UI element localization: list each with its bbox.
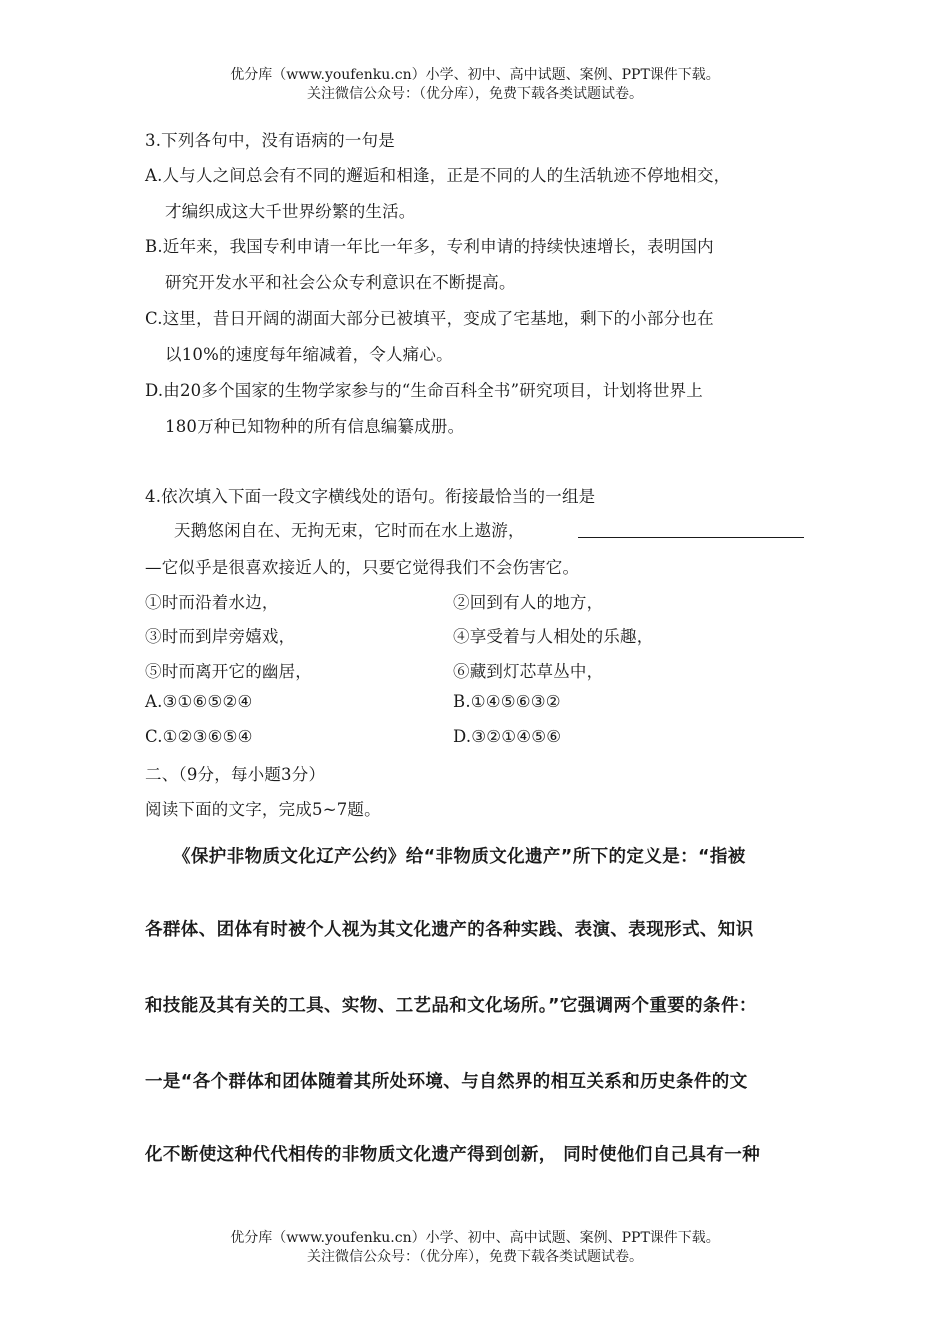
q3-option-c-line1: C.这里，昔日开阔的湖面大部分已被填平，变成了宅基地，剩下的小部分也在: [145, 309, 714, 328]
q4-text-line1: 天鹅悠闲自在、无拘无束，它时而在水上遨游，: [174, 521, 525, 540]
q4-sentence-4: ④享受着与人相处的乐趣，: [453, 627, 654, 646]
q4-stem: 4.依次填入下面一段文字横线处的语句。衔接最恰当的一组是: [145, 487, 596, 506]
q3-option-a-line1: A.人与人之间总会有不同的邂逅和相逢，正是不同的人的生活轨迹不停地相交，: [145, 166, 731, 185]
q4-option-a: A.③①⑥⑤②④: [145, 692, 253, 711]
q4-text-line2: —它似乎是很喜欢接近人的，只要它觉得我们不会伤害它。: [145, 558, 580, 577]
q3-option-a-line2: 才编织成这大千世界纷繁的生活。: [165, 202, 416, 221]
header-line-2: 关注微信公众号：（优分库），免费下载各类试题试卷。: [307, 86, 643, 102]
q4-sentence-2: ②回到有人的地方，: [453, 593, 604, 612]
section2-instruction: 阅读下面的文字，完成5~7题。: [145, 800, 381, 819]
passage-line-1: 《保护非物质文化辽产公约》给“非物质文化遗产”所下的定义是：“指被: [173, 847, 746, 867]
q4-sentence-3: ③时而到岸旁嬉戏，: [145, 627, 296, 646]
passage-line-3: 和技能及其有关的工具、实物、工艺品和文化场所。”它强调两个重要的条件：: [145, 996, 757, 1016]
q4-option-c: C.①②③⑥⑤④: [145, 727, 253, 746]
q3-stem: 3.下列各句中，没有语病的一句是: [145, 131, 395, 150]
q3-option-b-line1: B.近年来，我国专利申请一年比一年多，专利申请的持续快速增长，表明国内: [145, 237, 714, 256]
q4-sentence-5: ⑤时而离开它的幽居，: [145, 662, 312, 681]
passage-line-4: 一是“各个群体和团体随着其所处环境、与自然界的相互关系和历史条件的文: [145, 1072, 748, 1092]
q3-option-b-line2: 研究开发水平和社会公众专利意识在不断提高。: [165, 273, 516, 292]
section2-title: 二、（9分，每小题3分）: [145, 765, 326, 784]
q4-option-d: D.③②①④⑤⑥: [453, 727, 562, 746]
q3-option-c-line2: 以10%的速度每年缩减着，令人痛心。: [165, 345, 453, 364]
q4-sentence-1: ①时而沿着水边，: [145, 593, 279, 612]
q4-sentence-6: ⑥藏到灯芯草丛中，: [453, 662, 604, 681]
page-header: [0, 66, 950, 104]
header-line-1: 优分库（www.youfenku.cn）小学、初中、高中试题、案例、PPT课件下载。: [230, 67, 720, 83]
footer-line-2: 关注微信公众号：（优分库），免费下载各类试题试卷。: [307, 1249, 643, 1265]
q3-option-d-line2: 180万种已知物种的所有信息编纂成册。: [165, 417, 465, 436]
passage-line-2: 各群体、团体有时被个人视为其文化遗产的各种实践、表演、表现形式、知识: [145, 920, 754, 940]
page-footer: [0, 1229, 950, 1267]
q4-answer-blank: [578, 536, 804, 538]
q3-option-d-line1: D.由20多个国家的生物学家参与的“生命百科全书”研究项目，计划将世界上: [145, 381, 703, 400]
footer-line-1: 优分库（www.youfenku.cn）小学、初中、高中试题、案例、PPT课件下载。: [230, 1230, 720, 1246]
q4-option-b: B.①④⑤⑥③②: [453, 692, 561, 711]
passage-line-5: 化不断使这种代代相传的非物质文化遗产得到创新， 同时使他们自己具有一种: [145, 1145, 761, 1165]
